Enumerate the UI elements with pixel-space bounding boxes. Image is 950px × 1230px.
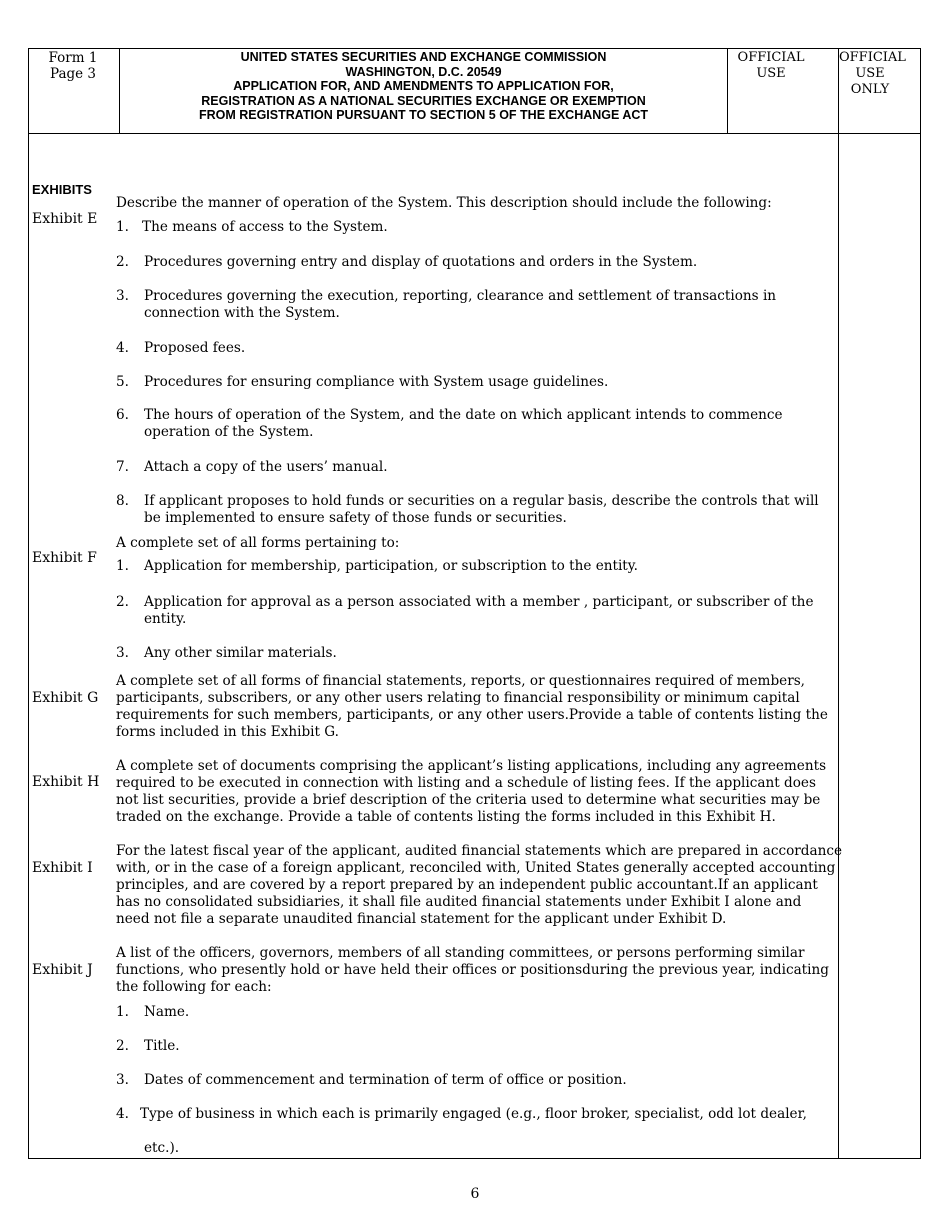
exhibit-e-item — [116, 288, 816, 322]
exhibit-i-text — [116, 843, 842, 928]
exhibits-heading: EXHIBITS — [32, 182, 92, 197]
form-page: Page 3 — [49, 66, 97, 82]
paragraph-line: participants, subscribers, or any other users relating to financial responsibility or minimum capital — [116, 690, 800, 706]
title-line: WASHINGTON, D.C. 20549 — [345, 64, 502, 79]
item-text: Dates of commencement and termination of term of office or position. — [144, 1072, 627, 1088]
item-text: Proposed fees. — [144, 340, 246, 356]
official-use-only-line: USE — [855, 66, 885, 81]
exhibit-h-text — [116, 758, 832, 826]
item-number: 1. — [116, 558, 129, 574]
official-use-only-line: OFFICIAL — [839, 50, 906, 65]
exhibit-e-item — [116, 254, 816, 271]
official-use-only-box — [839, 50, 906, 98]
form-identifier — [28, 50, 118, 82]
exhibit-h-label: Exhibit H — [32, 774, 100, 790]
exhibit-j-item — [116, 1038, 816, 1055]
item-text: entity. — [144, 611, 187, 627]
exhibit-j-label: Exhibit J — [32, 962, 93, 978]
item-number: 1. — [116, 1004, 129, 1020]
exhibit-g-text — [116, 673, 832, 741]
item-text: The means of access to the System. — [142, 219, 388, 235]
paragraph-line: need not file a separate unaudited financial statement for the applicant under Exhibit D. — [116, 911, 727, 927]
paragraph-line: A complete set of all forms of financial statements, reports, or questionnaires required of members, — [116, 673, 805, 689]
item-text: Procedures governing the execution, reporting, clearance and settlement of transactions in — [144, 288, 777, 304]
exhibit-e-item — [116, 340, 816, 357]
title-line: UNITED STATES SECURITIES AND EXCHANGE COMMISSION — [240, 50, 607, 64]
exhibit-e-intro: Describe the manner of operation of the System. This description should include the following: — [116, 195, 772, 211]
item-number: 2. — [116, 594, 129, 610]
form-title — [119, 48, 728, 134]
item-number: 5. — [116, 374, 129, 390]
item-text: be implemented to ensure safety of those funds or securities. — [144, 510, 567, 526]
item-text: Application for membership, participation, or subscription to the entity. — [144, 558, 638, 574]
item-number: 1. — [116, 219, 129, 235]
page-number: 6 — [470, 1186, 480, 1202]
exhibit-e-item — [116, 407, 816, 441]
exhibit-f-item — [116, 594, 816, 628]
official-use-line: USE — [756, 66, 786, 81]
item-text: connection with the System. — [144, 305, 340, 321]
exhibit-f-intro: A complete set of all forms pertaining to: — [116, 535, 400, 551]
item-number: 6. — [116, 407, 129, 423]
item-text: Attach a copy of the users’ manual. — [144, 459, 388, 475]
item-number: 8. — [116, 493, 129, 509]
paragraph-line: the following for each: — [116, 979, 272, 995]
title-line: FROM REGISTRATION PURSUANT TO SECTION 5 OF THE EXCHANGE ACT — [198, 108, 649, 123]
official-use-box — [728, 50, 814, 82]
official-use-divider — [838, 48, 839, 1159]
item-number: 2. — [116, 254, 129, 270]
item-text: Type of business in which each is primarily engaged (e.g., floor broker, specialist, odd lot dealer, — [140, 1106, 807, 1122]
item-text: If applicant proposes to hold funds or securities on a regular basis, describe the controls that will — [144, 493, 819, 509]
item-text: etc.). — [144, 1140, 180, 1156]
paragraph-line: A list of the officers, governors, members of all standing committees, or persons performing similar — [116, 945, 805, 961]
item-text: Title. — [144, 1038, 180, 1054]
item-text: The hours of operation of the System, and the date on which applicant intends to commence — [144, 407, 783, 423]
item-text: Procedures governing entry and display of quotations and orders in the System. — [144, 254, 698, 270]
item-number: 4. — [116, 340, 129, 356]
exhibit-f-item — [116, 645, 816, 662]
paragraph-line: For the latest fiscal year of the applicant, audited financial statements which are prepared in accordance — [116, 843, 842, 859]
item-number: 3. — [116, 645, 129, 661]
exhibit-e-item — [116, 374, 816, 391]
exhibit-e-item — [116, 459, 816, 476]
paragraph-line: required to be executed in connection with listing and a schedule of listing fees. If the applicant does — [116, 775, 816, 791]
exhibit-f-label: Exhibit F — [32, 550, 97, 566]
title-line: REGISTRATION AS A NATIONAL SECURITIES EXCHANGE OR EXEMPTION — [201, 93, 646, 108]
item-number: 7. — [116, 459, 129, 475]
paragraph-line: not list securities, provide a brief description of the criteria used to determine what securities may be — [116, 792, 821, 808]
paragraph-line: functions, who presently hold or have held their offices or positionsduring the previous year, indicating — [116, 962, 829, 978]
exhibit-e-item — [116, 493, 819, 527]
paragraph-line: has no consolidated subsidiaries, it shall file audited financial statements under Exhibit I alone and — [116, 894, 802, 910]
item-text: operation of the System. — [144, 424, 314, 440]
exhibit-j-text — [116, 945, 832, 996]
item-text: Any other similar materials. — [144, 645, 337, 661]
exhibit-j-item — [116, 1106, 816, 1157]
exhibit-e-label: Exhibit E — [32, 211, 98, 227]
exhibit-e-item — [116, 219, 816, 236]
item-number: 4. — [116, 1106, 129, 1122]
paragraph-line: principles, and are covered by a report prepared by an independent public accountant.If an applicant — [116, 877, 818, 893]
item-number: 2. — [116, 1038, 129, 1054]
item-text: Procedures for ensuring compliance with System usage guidelines. — [144, 374, 609, 390]
paragraph-line: with, or in the case of a foreign applicant, reconciled with, United States generally accepted accounting — [116, 860, 836, 876]
paragraph-line: traded on the exchange. Provide a table of contents listing the forms included in this Exhibit H. — [116, 809, 776, 825]
paragraph-line: requirements for such members, participants, or any other users.Provide a table of contents listing the — [116, 707, 828, 723]
official-use-line: OFFICIAL — [737, 50, 805, 65]
exhibit-i-label: Exhibit I — [32, 860, 93, 876]
title-line: APPLICATION FOR, AND AMENDMENTS TO APPLICATION FOR, — [233, 79, 614, 94]
item-text: Application for approval as a person associated with a member , participant, or subscriber of the — [144, 594, 814, 610]
exhibit-j-item — [116, 1004, 816, 1021]
item-number: 3. — [116, 1072, 129, 1088]
official-use-only-line: ONLY — [850, 82, 890, 97]
item-text: Name. — [144, 1004, 190, 1020]
paragraph-line: A complete set of documents comprising the applicant’s listing applications, including any agreements — [116, 758, 827, 774]
exhibit-f-item — [116, 558, 816, 575]
exhibit-j-item — [116, 1072, 816, 1089]
exhibit-g-label: Exhibit G — [32, 690, 99, 706]
item-number: 3. — [116, 288, 129, 304]
form-number: Form 1 — [48, 50, 98, 66]
paragraph-line: forms included in this Exhibit G. — [116, 724, 339, 740]
